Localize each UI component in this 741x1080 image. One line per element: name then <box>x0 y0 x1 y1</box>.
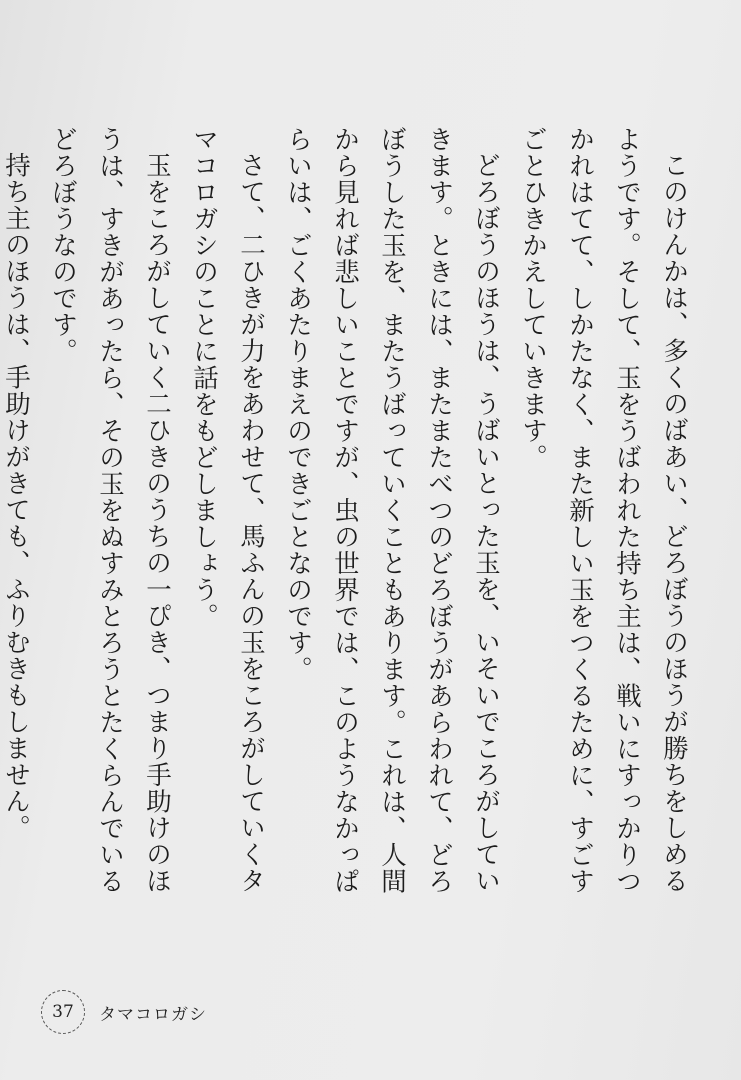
page-number: 37 <box>41 990 85 1034</box>
paragraph-4: 玉をころがしていく二ひきのうちの一ぴき、つまり手助けのほうは、すきがあったら、その玉をぬすみとろうとたくらんでいるどろぼうなのです。 <box>48 126 172 895</box>
paragraph-2: どろぼうのほうは、うばいとった玉を、いそいでころがしていきます。ときには、またまたべつのどろぼうがあらわれて、どろぼうした玉を、またうばっていくこともあります。これは、人間から見れば悲しいことですが、虫の世界では、このようなかっぱらいは、ごくあたりまえのできごとなのです。 <box>283 126 501 895</box>
paragraph-1: このけんかは、多くのばあい、どろぼうのほうが勝ちをしめるようです。そして、玉をうばわれた持ち主は、戦いにすっかりつかれはてて、しかたなく、また新しい玉をつくるために、すごすごとひきかえしていきます。 <box>518 126 689 895</box>
page-footer <box>41 990 207 1034</box>
paragraph-3: さて、二ひきが力をあわせて、馬ふんの玉をころがしていくタマコロガシのことに話をもどしましょう。 <box>189 126 266 894</box>
paragraph-5: 持ち主のほうは、手助けがきても、ふりむきもしません。 <box>1 151 31 841</box>
vertical-text-body <box>1 126 697 916</box>
running-head: タマコロガシ <box>99 1004 207 1025</box>
